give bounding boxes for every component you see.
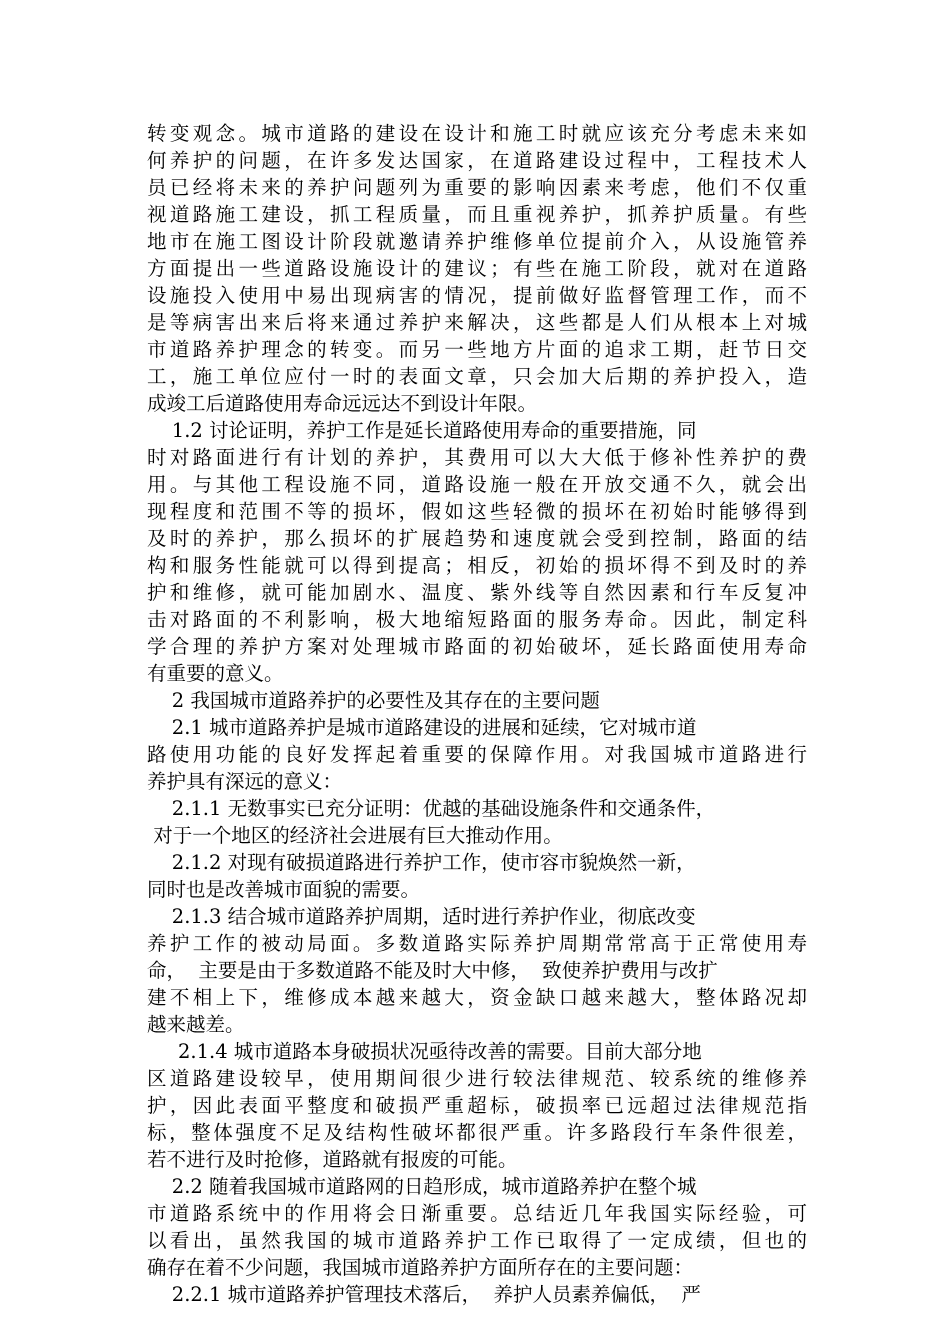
text-line: 2.2.1 城市道路养护管理技术落后， 养护人员素养偏低， 严 xyxy=(147,1283,701,1306)
text-line: 有重要的意义。 xyxy=(147,662,284,685)
text-line: 2.2 随着我国城市道路网的日趋形成，城市道路养护在整个城 xyxy=(147,1175,697,1198)
text-line: 2.1.3 结合城市道路养护周期，适时进行养护作业，彻底改变 xyxy=(147,905,696,928)
text-line: 学合理的养护方案对处理城市路面的初始破坏，延长路面使用寿命 xyxy=(147,635,807,658)
document-body xyxy=(147,120,807,1308)
text-line: 员已经将未来的养护问题列为重要的影响因素来考虑，他们不仅重 xyxy=(147,176,807,199)
text-line: 方面提出一些道路设施设计的建议；有些在施工阶段，就对在道路 xyxy=(147,257,807,280)
text-line: 时对路面进行有计划的养护，其费用可以大大低于修补性养护的费 xyxy=(147,446,807,469)
section-heading: 2 我国城市道路养护的必要性及其存在的主要问题 xyxy=(147,689,600,712)
text-line: 越来越差。 xyxy=(147,1013,245,1036)
text-line: 同时也是改善城市面貌的需要。 xyxy=(147,878,421,901)
text-line: 确存在着不少问题，我国城市道路养护方面所存在的主要问题： xyxy=(147,1256,694,1279)
text-line: 构和服务性能就可以得到提高；相反，初始的损坏得不到及时的养 xyxy=(147,554,807,577)
text-line: 视道路施工建设，抓工程质量，而且重视养护，抓养护质量。有些 xyxy=(147,203,807,226)
text-line: 转变观念。城市道路的建设在设计和施工时就应该充分考虑未来如 xyxy=(147,122,807,145)
text-line: 标，整体强度不足及结构性破坏都很严重。许多路段行车条件很差， xyxy=(147,1121,807,1144)
text-line: 2.1.4 城市道路本身破损状况亟待改善的需要。目前大部分地 xyxy=(147,1040,702,1063)
text-line: 区道路建设较早，使用期间很少进行较法律规范、较系统的维修养 xyxy=(147,1067,807,1090)
text-line: 及时的养护，那么损坏的扩展趋势和速度就会受到控制，路面的结 xyxy=(147,527,807,550)
text-line: 护和维修，就可能加剧水、温度、紫外线等自然因素和行车反复冲 xyxy=(147,581,807,604)
text-line: 地市在施工图设计阶段就邀请养护维修单位提前介入，从设施管养 xyxy=(147,230,807,253)
text-line: 击对路面的不利影响，极大地缩短路面的服务寿命。因此，制定科 xyxy=(147,608,807,631)
text-line: 若不进行及时抢修，道路就有报废的可能。 xyxy=(147,1148,518,1171)
text-line: 何养护的问题，在许多发达国家，在道路建设过程中，工程技术人 xyxy=(147,149,807,172)
text-line: 路使用功能的良好发挥起着重要的保障作用。对我国城市道路进行 xyxy=(147,743,807,766)
text-line: 市道路系统中的作用将会日渐重要。总结近几年我国实际经验，可 xyxy=(147,1202,807,1225)
text-line: 工，施工单位应付一时的表面文章，只会加大后期的养护投入，造 xyxy=(147,365,807,388)
text-line: 用。与其他工程设施不同，道路设施一般在开放交通不久，就会出 xyxy=(147,473,807,496)
text-line: 以看出，虽然我国的城市道路养护工作已取得了一定成绩，但也的 xyxy=(147,1229,807,1252)
text-line: 养护具有深远的意义： xyxy=(147,770,343,793)
text-line: 护，因此表面平整度和破损严重超标，破损率已远超过法律规范指 xyxy=(147,1094,807,1117)
text-line: 市道路养护理念的转变。而另一些地方片面的追求工期，赶节日交 xyxy=(147,338,807,361)
text-line: 命， 主要是由于多数道路不能及时大中修， 致使养护费用与改扩 xyxy=(147,959,718,982)
text-line: 2.1.1 无数事实已充分证明：优越的基础设施条件和交通条件， xyxy=(147,797,716,820)
text-line: 1.2 讨论证明，养护工作是延长道路使用寿命的重要措施，同 xyxy=(147,419,697,442)
text-line: 建不相上下，维修成本越来越大，资金缺口越来越大，整体路况却 xyxy=(147,986,807,1009)
text-line: 2.1.2 对现有破损道路进行养护工作，使市容市貌焕然一新， xyxy=(147,851,696,874)
text-line: 是等病害出来后将来通过养护来解决，这些都是人们从根本上对城 xyxy=(147,311,807,334)
text-line: 成竣工后道路使用寿命远远达不到设计年限。 xyxy=(147,392,538,415)
text-line: 2.1 城市道路养护是城市道路建设的进展和延续，它对城市道 xyxy=(147,716,697,739)
text-line: 对于一个地区的经济社会进展有巨大推动作用。 xyxy=(147,824,563,847)
text-line: 设施投入使用中易出现病害的情况，提前做好监督管理工作，而不 xyxy=(147,284,807,307)
text-line: 养护工作的被动局面。多数道路实际养护周期常常高于正常使用寿 xyxy=(147,932,807,955)
text-line: 现程度和范围不等的损坏，假如这些轻微的损坏在初始时能够得到 xyxy=(147,500,807,523)
